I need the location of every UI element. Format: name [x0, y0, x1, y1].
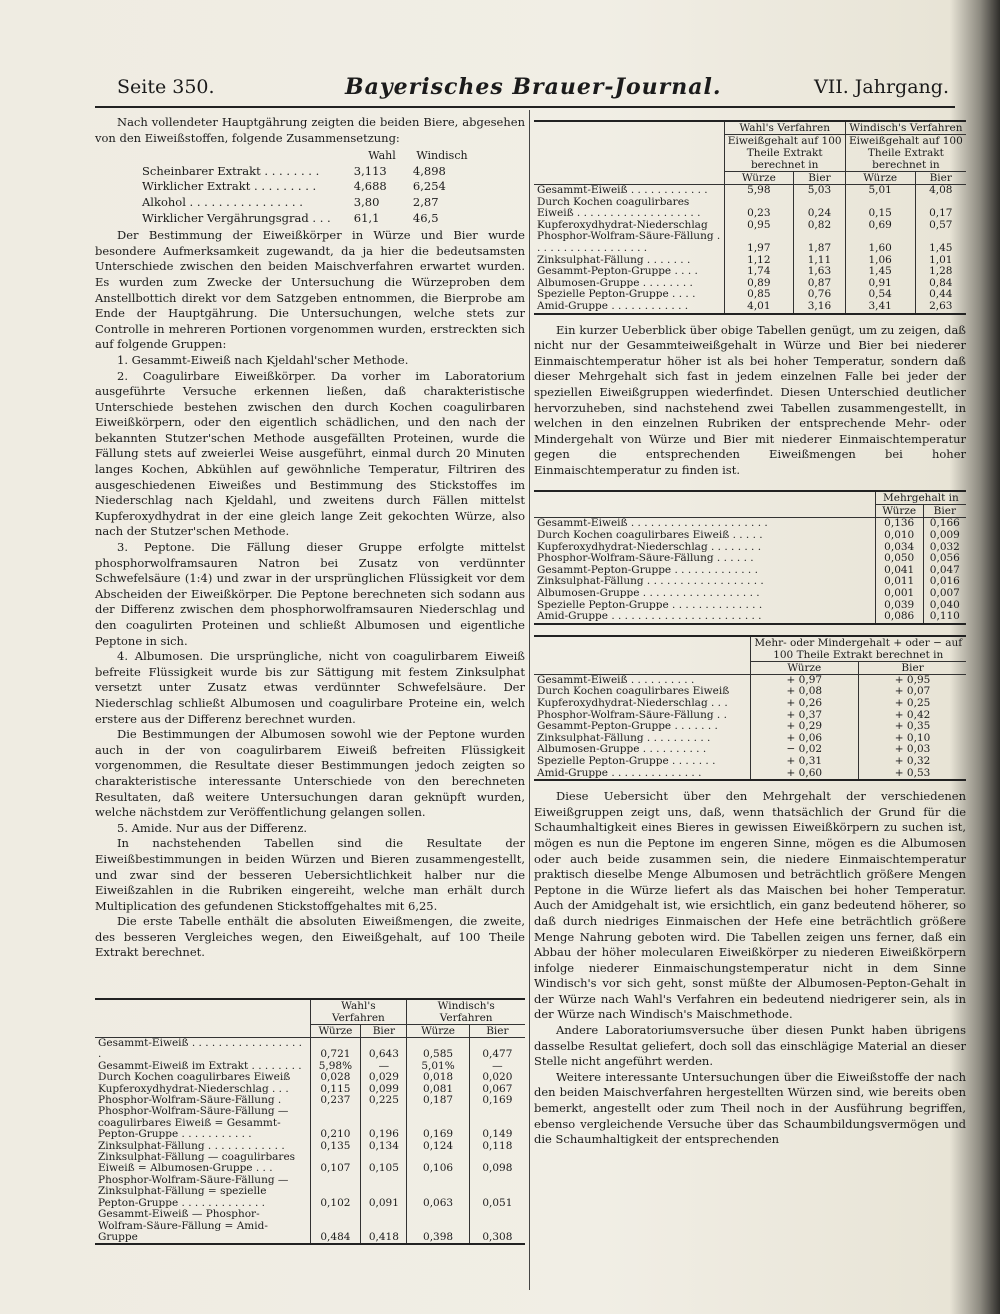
table-absolute-protein: [95, 998, 525, 1245]
cell-value: 0,237: [310, 1095, 361, 1106]
row-label: Gesammt-Eiweiß — Phosphor-Wolfram-Säure-Fällung = Amid-Gruppe: [98, 1208, 268, 1243]
row-label: Zinksulphat-Fällung — coagulirbares Eiweiß = Albumosen-Gruppe . . .: [98, 1151, 296, 1175]
journal-title: Bayerisches Brauer-Journal.: [345, 74, 722, 100]
cell-value: 0,020: [469, 1072, 525, 1083]
row-label: Zinksulphat-Fällung . . . . . . . . . . . . . . . . . .: [537, 575, 764, 588]
row-label: Amid-Gruppe . . . . . . . . . . . . . . . . . . . . . . .: [537, 610, 762, 623]
paragraph: 4. Albumosen. Die ursprüngliche, nicht von coagulirbarem Eiweiß befreite Flüssigkeit wurde bis zur Sättigung mit festem Zinksulphat versetzt unter Zusatz etwas verdünnter Schwefelsäure. Der Niederschlag schließt Albumosen und coagulirbare Proteine ein, welch erstere aus der Differenz berechnet wurden.: [95, 649, 525, 726]
row-label: Gesammt-Pepton-Gruppe . . . . . . . . . . . . .: [537, 563, 758, 576]
cell-value: + 0,60: [750, 768, 859, 781]
col-head: Würze: [724, 172, 794, 185]
table-row: [534, 197, 966, 220]
composition-row: [142, 211, 472, 227]
data-table: [95, 998, 525, 1245]
row-label: Spezielle Pepton-Gruppe . . . . . . .: [537, 754, 716, 767]
cell-value: 1,87: [794, 231, 846, 254]
cell-value: 0,15: [845, 197, 915, 220]
cell-value: + 0,10: [859, 733, 966, 745]
cell-value: 4,08: [915, 185, 966, 197]
cell-value: 1,45: [915, 231, 966, 254]
page-header: [95, 72, 955, 108]
cell-value: 5,01: [845, 185, 915, 197]
paragraph: Der Bestimmung der Eiweißkörper in Würze und Bier wurde besondere Aufmerksamkeit zugewandt, da ja hier die bedeutsamsten Unterschiede zwischen den beiden Maischverfahren erwartet wurden. Es wurden zum Zwecke der Untersuchung die Würzeproben dem Anstellbottich direkt vor dem Satzgeben entnommen, die Bierprobe am Ende der Hauptgährung. Die Untersuchungen, welche stets zur Controlle in mehreren Portionen vorgenommen wurden, erstreckten sich auf folgende Gruppen:: [95, 228, 525, 352]
cell-value: 1,60: [845, 231, 915, 254]
cell-value: + 0,31: [750, 756, 859, 768]
cell-value: 0,007: [923, 588, 966, 600]
cell-value: + 0,42: [859, 710, 966, 722]
row-label: Phosphor-Wolfram-Säure-Fällung — coagulirbares Eiweiß = Gesammt-Pepton-Gruppe . . . . . . . . . . .: [98, 1105, 289, 1141]
cell-value: —: [361, 1061, 407, 1072]
row-label: Phosphor-Wolfram-Säure-Fällung . . . . . . . . . . . . . . . . . .: [537, 230, 721, 254]
row-label: Amid-Gruppe . . . . . . . . . . . . . .: [537, 766, 702, 779]
value-windisch: 46,5: [412, 210, 439, 225]
cell-value: 0,169: [407, 1106, 469, 1140]
row-label: Kupferoxydhydrat-Niederschlag . . .: [98, 1082, 289, 1095]
cell-value: 0,95: [724, 220, 794, 232]
row-label: Amid-Gruppe . . . . . . . . . . . .: [537, 299, 689, 312]
col-group: Mehr- oder Mindergehalt + oder − auf 100 Theile Extrakt berechnet in: [750, 636, 966, 662]
cell-value: 0,099: [361, 1084, 407, 1095]
row-label: Kupferoxydhydrat-Niederschlag . . .: [537, 697, 728, 709]
cell-value: 0,106: [407, 1152, 469, 1175]
composition-row: [142, 179, 472, 195]
row-label: Spezielle Pepton-Gruppe . . . .: [537, 288, 696, 301]
cell-value: 0,196: [361, 1106, 407, 1140]
row-label: Zinksulphat-Fällung . . . . . . . . . .: [537, 731, 711, 744]
cell-value: 0,107: [310, 1152, 361, 1175]
paragraph: In nachstehenden Tabellen sind die Resultate der Eiweißbestimmungen in beiden Würzen und Bieren zusammengestellt, und zwar sind der besseren Uebersichtlichkeit halber nur die Eiweißzahlen in die Rubriken eingereiht, welche man erhält durch Multiplication des gefundenen Stickstoffgehaltes mit 6,25.: [95, 836, 525, 913]
cell-value: 2,63: [915, 301, 966, 314]
cell-value: 0,063: [407, 1175, 469, 1209]
cell-value: 0,001: [875, 588, 923, 600]
cell-value: 1,45: [845, 266, 915, 278]
cell-value: 0,398: [407, 1209, 469, 1244]
cell-value: 0,110: [923, 611, 966, 624]
composition-row: [142, 195, 472, 211]
cell-value: 0,477: [469, 1038, 525, 1061]
row-label: Phosphor-Wolfram-Säure-Fällung . .: [537, 708, 727, 721]
col-head: Würze: [875, 505, 923, 518]
row-label: Zinksulphat-Fällung . . . . . . .: [537, 253, 691, 266]
value-wahl: 3,80: [353, 194, 380, 209]
col-group-windisch: Windisch's Verfahren: [845, 121, 966, 135]
col-head: Würze: [845, 172, 915, 185]
col-subhead: Eiweißgehalt auf 100 Theile Extrakt berechnet in: [845, 135, 966, 172]
cell-value: 0,69: [845, 220, 915, 232]
row-label: Gesammt-Eiweiß . . . . . . . . . . . .: [537, 184, 708, 196]
cell-value: 0,136: [875, 518, 923, 530]
row-label: Kupferoxydhydrat-Niederschlag . . . . . . . .: [537, 540, 762, 553]
paragraph: Ein kurzer Ueberblick über obige Tabellen genügt, um zu zeigen, daß nicht nur der Gesammteiweißgehalt in Würze und Bier bei niederer Einmaischtemperatur höher ist als bei hoher Temperatur, sondern daß dieser Mehrgehalt sich fast in jedem einzelnen Falle bei jeder der speziellen Eiweißgruppen wiederfindet. Diesen Unterschied deutlicher hervorzuheben, sind nachstehend zwei Tabellen zusammengestellt, in welchen in den einzelnen Rubriken der entsprechende Mehr- oder Mindergehalt von Würze und Bier mit niederer Einmaischtemperatur gegen die entsprechenden Eiweißmengen bei hoher Einmaischtemperatur zu finden ist.: [534, 322, 966, 477]
cell-value: 0,210: [310, 1106, 361, 1140]
cell-value: 5,98%: [310, 1061, 361, 1072]
cell-value: + 0,95: [859, 674, 966, 686]
table-row: [95, 1038, 525, 1061]
cell-value: 0,17: [915, 197, 966, 220]
cell-value: + 0,06: [750, 733, 859, 745]
col-head: Bier: [859, 661, 966, 674]
row-label: Zinksulphat-Fällung . . . . . . . . . . . .: [98, 1139, 285, 1152]
cell-value: 0,016: [923, 576, 966, 588]
cell-value: + 0,35: [859, 721, 966, 733]
cell-value: + 0,37: [750, 710, 859, 722]
cell-value: 1,01: [915, 255, 966, 267]
table-row: [534, 768, 966, 781]
cell-value: 0,028: [310, 1072, 361, 1083]
cell-value: 0,643: [361, 1038, 407, 1061]
row-label: Durch Kochen coagulirbares Eiweiß: [98, 1071, 291, 1084]
value-windisch: 2,87: [412, 194, 439, 209]
table-row: [534, 698, 966, 710]
cell-value: + 0,26: [750, 698, 859, 710]
cell-value: 0,166: [923, 518, 966, 530]
cell-value: 0,84: [915, 278, 966, 290]
cell-value: 5,98: [724, 185, 794, 197]
cell-value: 0,87: [794, 278, 846, 290]
cell-value: + 0,08: [750, 686, 859, 698]
row-label: Phosphor-Wolfram-Säure-Fällung . . . . . .: [537, 552, 754, 565]
cell-value: 0,23: [724, 197, 794, 220]
row-label: Phosphor-Wolfram-Säure-Fällung .: [98, 1094, 282, 1107]
paragraph: 3. Peptone. Die Fällung dieser Gruppe erfolgte mittelst phosphorwolframsauren Natron bei Zusatz von verdünnter Schwefelsäure (1:4) und zwar in der ursprünglichen Flüssigkeit vor dem Abscheiden der Eiweißkörper. Die Peptone berechneten sich sodann aus der Differenz zwischen dem phosphorwolframsauren Niederschlag und den coagulirten Proteinen und schließt Albumosen und eigentliche Peptone in sich.: [95, 540, 525, 648]
row-label: Albumosen-Gruppe . . . . . . . .: [537, 276, 693, 289]
cell-value: 1,74: [724, 266, 794, 278]
cell-value: 0,009: [923, 530, 966, 542]
cell-value: 0,89: [724, 278, 794, 290]
cell-value: 0,134: [361, 1141, 407, 1152]
col-subhead: Eiweißgehalt auf 100 Theile Extrakt berechnet in: [724, 135, 845, 172]
cell-value: 0,086: [875, 611, 923, 624]
cell-value: + 0,29: [750, 721, 859, 733]
col-head: Würze: [750, 661, 859, 674]
left-column: [95, 115, 525, 961]
cell-value: 0,067: [469, 1084, 525, 1095]
cell-value: 0,102: [310, 1175, 361, 1209]
cell-value: 0,585: [407, 1038, 469, 1061]
table-row: [95, 1072, 525, 1083]
table-excess-per-100: [534, 635, 966, 781]
table-row: [95, 1106, 525, 1140]
cell-value: 4,01: [724, 301, 794, 314]
cell-value: 0,484: [310, 1209, 361, 1244]
cell-value: 0,040: [923, 600, 966, 612]
column-divider: [529, 110, 530, 1290]
composition-list: [142, 148, 472, 226]
col-group-windisch: Windisch's Verfahren: [407, 999, 525, 1025]
cell-value: 3,41: [845, 301, 915, 314]
cell-value: − 0,02: [750, 744, 859, 756]
cell-value: 1,28: [915, 266, 966, 278]
cell-value: 1,11: [794, 255, 846, 267]
cell-value: 1,97: [724, 231, 794, 254]
cell-value: + 0,32: [859, 756, 966, 768]
table-row: [534, 301, 966, 314]
cell-value: + 0,03: [859, 744, 966, 756]
table-per-100-extract: [534, 120, 966, 315]
value-wahl: 3,113: [353, 163, 387, 178]
cell-value: 0,418: [361, 1209, 407, 1244]
paragraph: 1. Gesammt-Eiweiß nach Kjeldahl'scher Methode.: [117, 352, 409, 367]
row-label: Wirklicher Extrakt . . . . . . . . .: [142, 179, 317, 194]
cell-value: 0,169: [469, 1095, 525, 1106]
paragraph: Diese Uebersicht über den Mehrgehalt der verschiedenen Eiweißgruppen zeigt uns, daß, wenn thatsächlich der Grund für die Schaumhaltigkeit eines Bieres in gewissen Eiweißkörpern zu suchen ist, mögen es nun die Peptone im engeren Sinne, mögen es die Albumosen oder auch beide zusammen sein, die niedere Einmaischtemperatur praktisch dieselbe Menge Albumosen und beträchtlich größere Mengen Peptone in die Würze liefert als das Maischen bei hoher Temperatur. Auch der Amidgehalt ist, wie ersichtlich, ein ganz bedeutend höherer, so daß durch niedriges Einmaischen der Hefe eine beträchtlich größere Menge Nahrung geboten wird. Die Tabellen zeigen uns ferner, daß ein Abbau der höher molecularen Eiweißkörper zu niederen Eiweißkörpern infolge niederer Einmaischungstemperatur nicht in dem Sinne Windisch's vor sich geht, sonst müßte der Albumosen-Pepton-Gehalt in der Würze nach Wahl's Verfahren ein bedeutend niedrigerer sein, als in der Würze nach Windisch's Maischmethode.: [534, 789, 966, 1022]
value-wahl: 61,1: [353, 210, 380, 225]
cell-value: 0,047: [923, 565, 966, 577]
col-head: Bier: [915, 172, 966, 185]
table-row: [534, 756, 966, 768]
row-label: Alkohol . . . . . . . . . . . . . . . .: [142, 194, 303, 209]
right-column: [534, 120, 966, 1148]
cell-value: 1,63: [794, 266, 846, 278]
cell-value: 0,051: [469, 1175, 525, 1209]
cell-value: 0,034: [875, 542, 923, 554]
paragraph: Weitere interessante Untersuchungen über die Eiweißstoffe der nach den beiden Maischverfahren hergestellten Würzen sind, wie bereits oben bemerkt, angestellt oder zum Theil noch in der Ausführung begriffen, ebenso vergleichende Versuche über das Schaumbildungsvermögen und die Schaumhaltigkeit der entsprechenden: [534, 1069, 966, 1147]
cell-value: 0,018: [407, 1072, 469, 1083]
cell-value: 1,12: [724, 255, 794, 267]
cell-value: 0,24: [794, 197, 846, 220]
row-label: Gesammt-Eiweiß . . . . . . . . . .: [537, 673, 695, 686]
table-row: [95, 1152, 525, 1175]
cell-value: 0,44: [915, 289, 966, 301]
row-label: Albumosen-Gruppe . . . . . . . . . .: [537, 743, 707, 756]
cell-value: 0,85: [724, 289, 794, 301]
page-number: Seite 350.: [117, 76, 215, 98]
row-label: Albumosen-Gruppe . . . . . . . . . . . . . . . . . .: [537, 587, 760, 600]
cell-value: 0,032: [923, 542, 966, 554]
paragraph: 2. Coagulirbare Eiweißkörper. Da vorher im Laboratorium ausgeführte Versuche erkennen ließen, daß charakteristische Unterschiede bestehen zwischen den durch Kochen coagulirbaren Eiweißkörpern, oder den eigentlich schädlichen, und den nach der bekannten Stutzer'schen Methode ausgefällten Proteinen, wurde die Fällung stets auf zweierlei Weise ausgeführt, einmal durch 20 Minuten langes Kochen, Abkühlen auf gewöhnliche Temperatur, Filtriren des ausgeschiedenen Eiweißes und Bestimmung des Stickstoffes im Niederschlag nach Kjeldahl, und zweitens durch Fällen mittelst Kupferoxydhydrat in der eine gleich lange Zeit gekochten Würze, also nach der Stutzer'schen Methode.: [95, 368, 525, 539]
cell-value: 0,050: [875, 553, 923, 565]
row-label: Durch Kochen coagulirbares Eiweiß . . . . .: [537, 529, 763, 542]
row-label: Kupferoxydhydrat-Niederschlag: [537, 218, 708, 231]
cell-value: 0,149: [469, 1106, 525, 1140]
row-label: Gesammt-Pepton-Gruppe . . . . . . .: [537, 720, 718, 733]
cell-value: 0,82: [794, 220, 846, 232]
cell-value: 0,57: [915, 220, 966, 232]
col-group-wahl: Wahl's Verfahren: [310, 999, 407, 1025]
col-head: Bier: [794, 172, 846, 185]
cell-value: 0,187: [407, 1095, 469, 1106]
composition-row: [142, 164, 472, 180]
col-head: Bier: [469, 1025, 525, 1038]
cell-value: + 0,97: [750, 674, 859, 686]
paragraph: Die erste Tabelle enthält die absoluten Eiweißmengen, die zweite, des besseren Vergleiches wegen, den Eiweißgehalt, auf 100 Theile Extrakt berechnet.: [95, 914, 525, 960]
table-excess-absolute: [534, 490, 966, 624]
cell-value: 0,056: [923, 553, 966, 565]
cell-value: —: [469, 1061, 525, 1072]
col-head-wahl: Wahl: [368, 149, 396, 163]
cell-value: 0,124: [407, 1141, 469, 1152]
cell-value: 0,041: [875, 565, 923, 577]
volume-year: VII. Jahrgang.: [813, 76, 949, 98]
col-group: Mehrgehalt in: [875, 491, 966, 505]
row-label: Durch Kochen coagulirbares Eiweiß: [537, 685, 730, 698]
cell-value: 0,76: [794, 289, 846, 301]
cell-value: 0,118: [469, 1141, 525, 1152]
cell-value: 5,01%: [407, 1061, 469, 1072]
paragraph: Nach vollendeter Hauptgährung zeigten die beiden Biere, abgesehen von den Eiweißstoffen, folgende Zusammensetzung:: [95, 115, 525, 145]
cell-value: 3,16: [794, 301, 846, 314]
row-label: Scheinbarer Extrakt . . . . . . . .: [142, 163, 320, 178]
col-head: Würze: [407, 1025, 469, 1038]
cell-value: 0,081: [407, 1084, 469, 1095]
table-row: [534, 588, 966, 600]
row-label: Gesammt-Eiweiß . . . . . . . . . . . . . . . . . .: [98, 1037, 303, 1061]
cell-value: 0,039: [875, 600, 923, 612]
value-wahl: 4,688: [353, 179, 387, 194]
table-row: [95, 1209, 525, 1244]
composition-header: [142, 148, 472, 164]
row-label: Phosphor-Wolfram-Säure-Fällung — Zinksulphat-Fällung = spezielle Pepton-Gruppe . . . . . . . . . . . . .: [98, 1173, 289, 1209]
row-label: Wirklicher Vergährungsgrad . . .: [142, 210, 331, 225]
cell-value: 0,54: [845, 289, 915, 301]
table-row: [534, 231, 966, 254]
paragraph: Andere Laboratoriumsversuche über diesen Punkt haben übrigens dasselbe Resultat geliefert, doch soll das einschlägige Material an dieser Stelle nicht angeführt werden.: [534, 1023, 966, 1069]
cell-value: 0,011: [875, 576, 923, 588]
cell-value: 0,098: [469, 1152, 525, 1175]
col-group-wahl: Wahl's Verfahren: [724, 121, 845, 135]
cell-value: 5,03: [794, 185, 846, 197]
paragraph: 5. Amide. Nur aus der Differenz.: [117, 820, 308, 835]
row-label: Gesammt-Eiweiß . . . . . . . . . . . . . . . . . . . . .: [537, 517, 768, 530]
table-row: [534, 266, 966, 278]
cell-value: 0,091: [361, 1175, 407, 1209]
cell-value: 1,06: [845, 255, 915, 267]
row-label: Gesammt-Eiweiß im Extrakt . . . . . . . .: [98, 1059, 302, 1072]
cell-value: 0,115: [310, 1084, 361, 1095]
row-label: Spezielle Pepton-Gruppe . . . . . . . . . . . . . .: [537, 598, 763, 611]
row-label: Gesammt-Pepton-Gruppe . . . .: [537, 265, 698, 278]
cell-value: 0,225: [361, 1095, 407, 1106]
table-row: [534, 611, 966, 624]
cell-value: 0,135: [310, 1141, 361, 1152]
col-head: Würze: [310, 1025, 361, 1038]
table-row: [534, 185, 966, 197]
cell-value: + 0,07: [859, 686, 966, 698]
row-label: Durch Kochen coagulirbares Eiweiß . . . . . . . . . . . . . . . . . . .: [537, 195, 701, 220]
paragraph: Die Bestimmungen der Albumosen sowohl wie der Peptone wurden auch in der von coagulirbarem Eiweiß befreiten Flüssigkeit vorgenommen, die Resultate dieser Bestimmungen jedoch zeigten so charakteristische interessante Unterschiede von den berechneten Resultaten, daß weitere Untersuchungen daran geknüpft wurden, welche nächstdem zur Veröffentlichung gelangen sollen.: [95, 727, 525, 820]
col-head: Bier: [361, 1025, 407, 1038]
cell-value: + 0,25: [859, 698, 966, 710]
cell-value: 0,91: [845, 278, 915, 290]
value-windisch: 4,898: [412, 163, 446, 178]
table-row: [534, 530, 966, 542]
col-head-windisch: Windisch: [416, 149, 468, 163]
cell-value: 0,721: [310, 1038, 361, 1061]
cell-value: 0,105: [361, 1152, 407, 1175]
cell-value: 0,029: [361, 1072, 407, 1083]
cell-value: 0,308: [469, 1209, 525, 1244]
col-head: Bier: [923, 505, 966, 518]
table-row: [95, 1175, 525, 1209]
cell-value: + 0,53: [859, 768, 966, 781]
cell-value: 0,010: [875, 530, 923, 542]
value-windisch: 6,254: [412, 179, 446, 194]
